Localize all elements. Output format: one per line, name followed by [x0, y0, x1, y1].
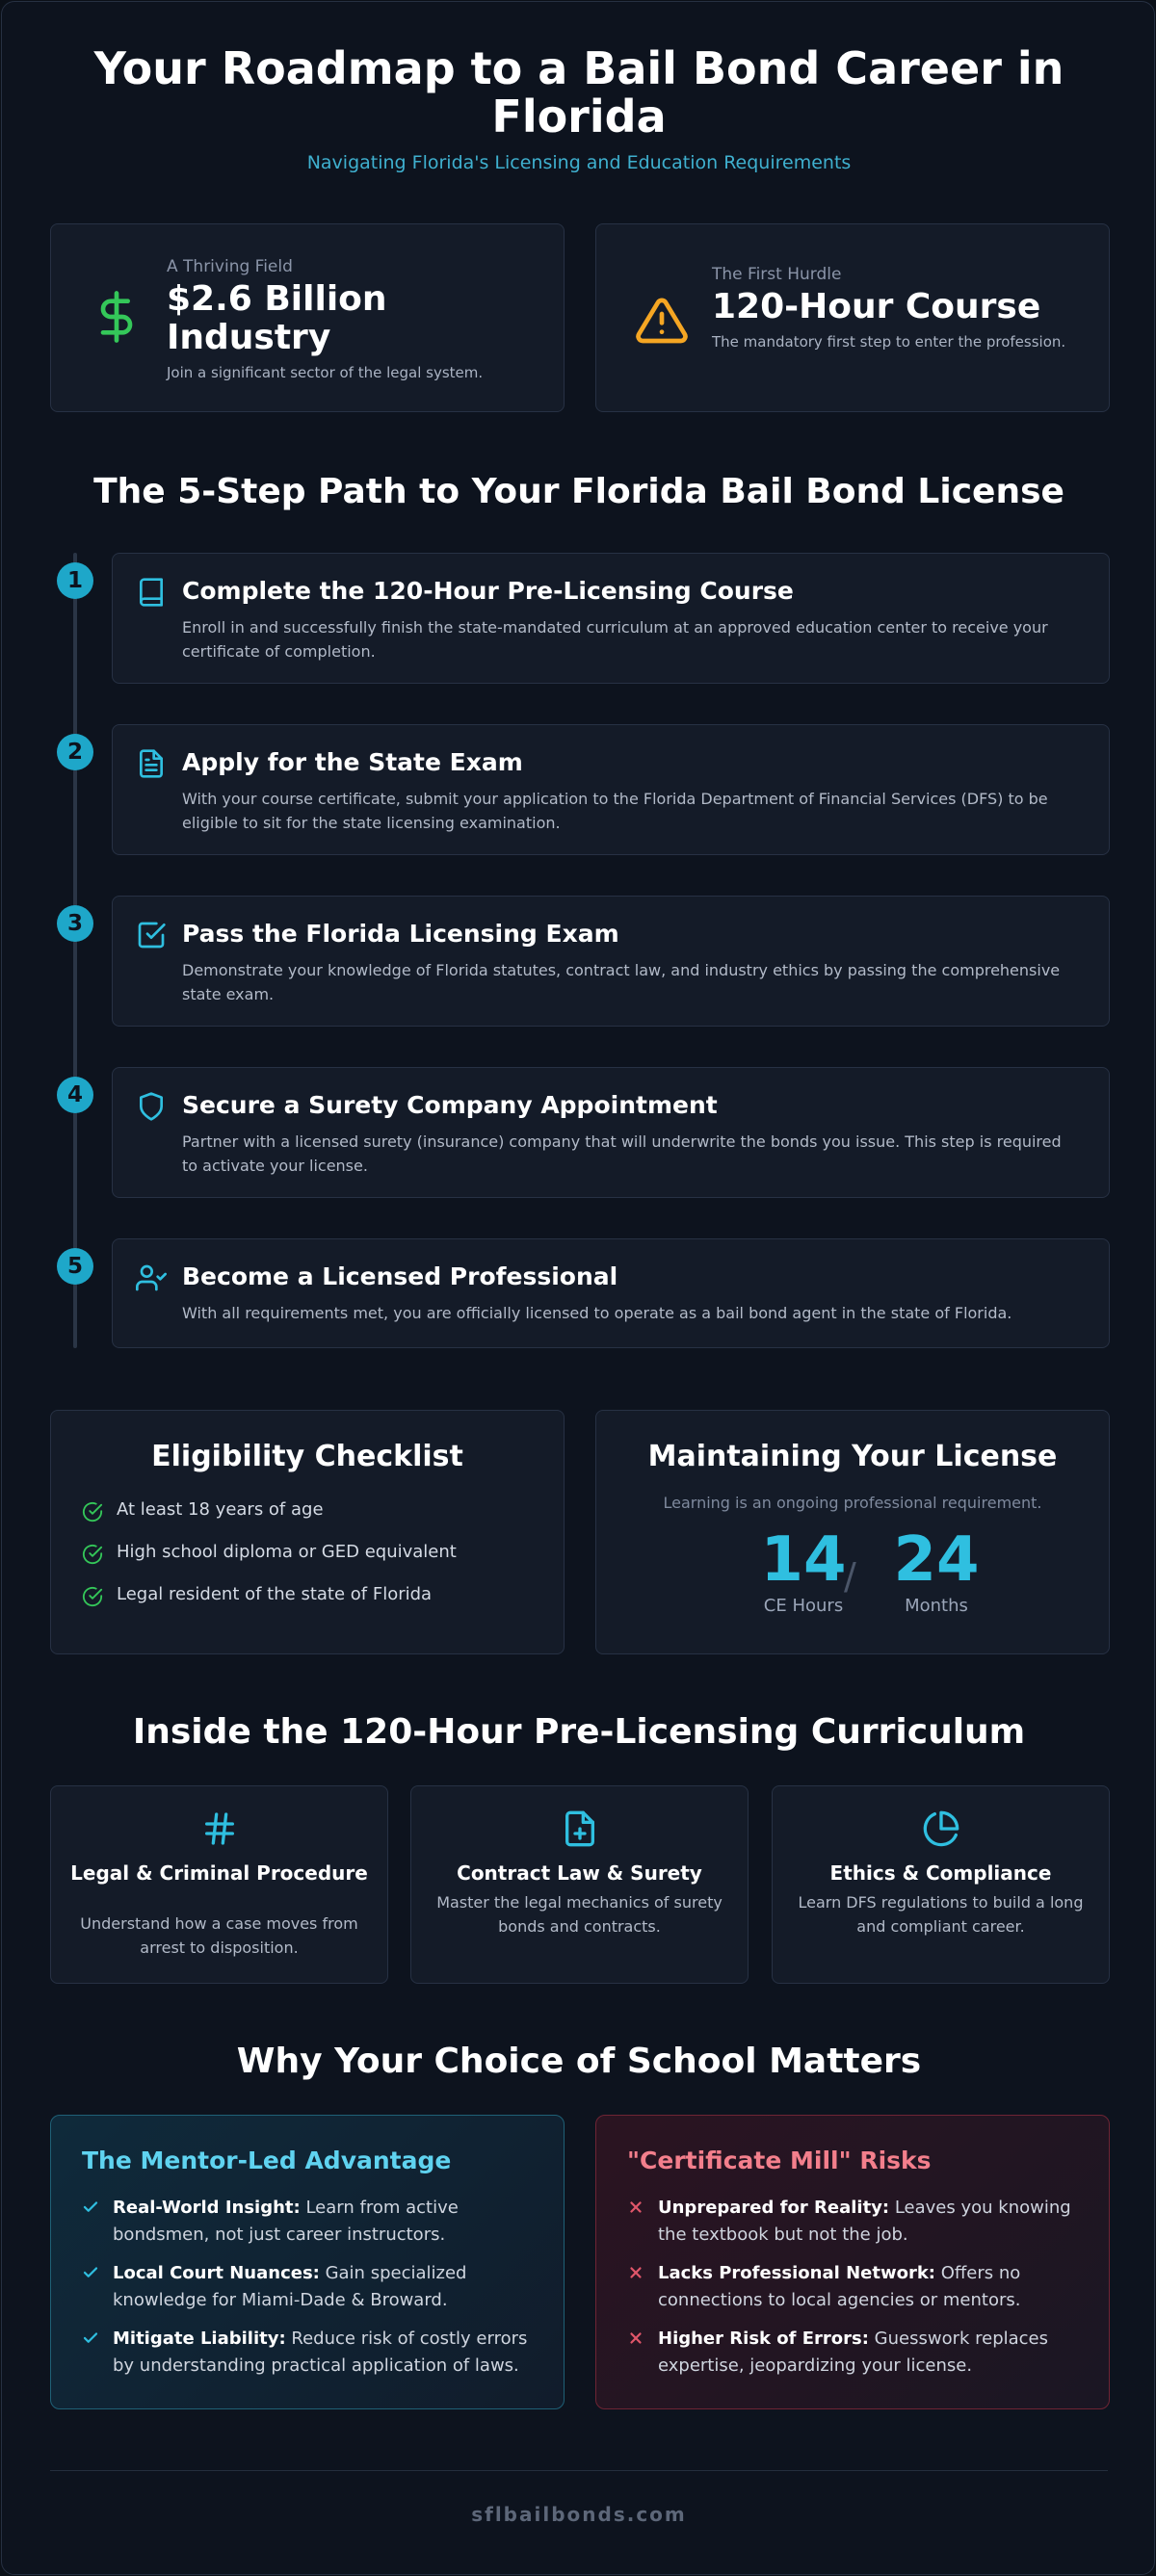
checklist-text: At least 18 years of age	[117, 1499, 324, 1520]
file-plus-icon	[561, 1809, 599, 1848]
curriculum-card	[50, 1785, 388, 1984]
check-icon	[82, 2199, 99, 2216]
stat-kicker: A Thriving Field	[167, 257, 293, 276]
step-card	[112, 553, 1110, 684]
maintaining-card	[595, 1410, 1110, 1654]
item-text: Offers no connections to local agencies or mentors.	[658, 2263, 1021, 2310]
stat-card-industry	[50, 223, 565, 412]
step-desc: Enroll in and successfully finish the state-mandated curriculum at an approved education center to receive your certificate of completion.	[182, 618, 1048, 661]
shield-icon	[136, 1091, 167, 1122]
curriculum-desc: Master the legal mechanics of surety bonds and contracts.	[436, 1893, 722, 1936]
check-circle-icon	[82, 1544, 103, 1565]
item-text: Reduce risk of costly errors by understanding practical application of laws.	[113, 2329, 528, 2376]
step-title: Secure a Surety Company Appointment	[182, 1091, 718, 1119]
infographic-page	[1, 1, 1155, 2575]
curriculum-desc: Understand how a case moves from arrest to disposition.	[80, 1914, 358, 1957]
item-text: Leaves you knowing the textbook but not the job.	[658, 2198, 1071, 2245]
x-icon	[627, 2329, 644, 2347]
pie-chart-icon	[922, 1809, 960, 1848]
step-card	[112, 1067, 1110, 1198]
step-title: Become a Licensed Professional	[182, 1262, 618, 1290]
risks-title: "Certificate Mill" Risks	[627, 2147, 932, 2174]
steps-section-title: The 5-Step Path to Your Florida Bail Bond License	[93, 472, 1064, 511]
timeline-line	[73, 553, 77, 1348]
certificate-mill-card	[595, 2115, 1110, 2409]
curriculum-title: Contract Law & Surety	[457, 1861, 702, 1885]
curriculum-title: Ethics & Compliance	[829, 1861, 1052, 1885]
mentor-advantage-card	[50, 2115, 565, 2409]
item-text: Gain specialized knowledge for Miami-Dade & Broward.	[113, 2263, 467, 2310]
x-icon	[627, 2264, 644, 2281]
step-card	[112, 1238, 1110, 1348]
hashtag-icon	[200, 1809, 239, 1848]
eligibility-card	[50, 1410, 565, 1654]
checkbox-icon	[136, 920, 167, 950]
stat-value: $2.6 Billion Industry	[167, 279, 387, 357]
separator: /	[844, 1555, 856, 1598]
stat-desc: The mandatory first step to enter the profession.	[712, 333, 1066, 351]
check-icon	[82, 2264, 99, 2281]
curriculum-card	[772, 1785, 1110, 1984]
step-desc: Partner with a licensed surety (insurance) company that will underwrite the bonds you issue. This step is required to activate your license.	[182, 1132, 1062, 1175]
ce-hours-label: CE Hours	[763, 1596, 844, 1616]
step-desc: With all requirements met, you are officially licensed to operate as a bail bond agent in the state of Florida.	[182, 1304, 1012, 1322]
stat-kicker: The First Hurdle	[712, 265, 842, 284]
step-number: 1	[57, 562, 93, 599]
step-desc: Demonstrate your knowledge of Florida statutes, contract law, and industry ethics by passing the comprehensive state exam.	[182, 961, 1061, 1003]
step-card	[112, 724, 1110, 855]
item-bold: Real-World Insight:	[113, 2198, 301, 2218]
ce-hours-value: 14	[760, 1524, 847, 1596]
step-card	[112, 896, 1110, 1027]
item-bold: Higher Risk of Errors:	[658, 2329, 869, 2349]
document-icon	[136, 748, 167, 779]
x-icon	[627, 2199, 644, 2216]
check-circle-icon	[82, 1501, 103, 1522]
curriculum-section-title: Inside the 120-Hour Pre-Licensing Curriculum	[132, 1712, 1026, 1752]
step-desc: With your course certificate, submit your application to the Florida Department of Financial Services (DFS) to be eligible to sit for the state licensing examination.	[182, 790, 1048, 832]
page-subtitle: Navigating Florida's Licensing and Education Requirements	[306, 152, 852, 173]
checklist-text: Legal resident of the state of Florida	[117, 1584, 433, 1604]
step-number: 5	[57, 1248, 93, 1285]
item-bold: Mitigate Liability:	[113, 2329, 286, 2349]
months-label: Months	[905, 1596, 968, 1616]
curriculum-card	[410, 1785, 749, 1984]
maintaining-subtitle: Learning is an ongoing professional requirement.	[663, 1494, 1042, 1512]
advantage-title: The Mentor-Led Advantage	[82, 2147, 452, 2174]
dollar-icon	[90, 290, 144, 344]
user-check-icon	[136, 1262, 167, 1293]
school-section-title: Why Your Choice of School Matters	[236, 2042, 922, 2081]
step-title: Complete the 120-Hour Pre-Licensing Course	[182, 577, 794, 605]
item-text: Learn from active bondsmen, not just career instructors.	[113, 2198, 459, 2245]
eligibility-title: Eligibility Checklist	[151, 1440, 463, 1473]
item-bold: Local Court Nuances:	[113, 2263, 320, 2283]
stat-desc: Join a significant sector of the legal system.	[167, 364, 484, 381]
step-number: 3	[57, 905, 93, 942]
page-title: Your Roadmap to a Bail Bond Career in Florida	[93, 42, 1064, 143]
check-circle-icon	[82, 1586, 103, 1607]
step-title: Apply for the State Exam	[182, 748, 523, 776]
step-number: 4	[57, 1077, 93, 1113]
stat-value: 120-Hour Course	[712, 287, 1041, 326]
item-bold: Lacks Professional Network:	[658, 2263, 935, 2283]
book-icon	[136, 577, 167, 608]
item-text: Guesswork replaces expertise, jeopardizing your license.	[658, 2329, 1049, 2376]
stat-card-course	[595, 223, 1110, 412]
check-icon	[82, 2329, 99, 2347]
footer-divider	[50, 2470, 1108, 2471]
checklist-text: High school diploma or GED equivalent	[117, 1542, 457, 1562]
step-title: Pass the Florida Licensing Exam	[182, 920, 619, 948]
item-bold: Unprepared for Reality:	[658, 2198, 890, 2218]
warning-icon	[635, 294, 689, 348]
curriculum-title: Legal & Criminal Procedure	[70, 1861, 368, 1885]
maintaining-title: Maintaining Your License	[647, 1440, 1058, 1473]
footer-website: sflbailbonds.com	[471, 2503, 687, 2526]
months-value: 24	[893, 1524, 980, 1596]
step-number: 2	[57, 734, 93, 770]
curriculum-desc: Learn DFS regulations to build a long and compliant career.	[798, 1893, 1084, 1936]
